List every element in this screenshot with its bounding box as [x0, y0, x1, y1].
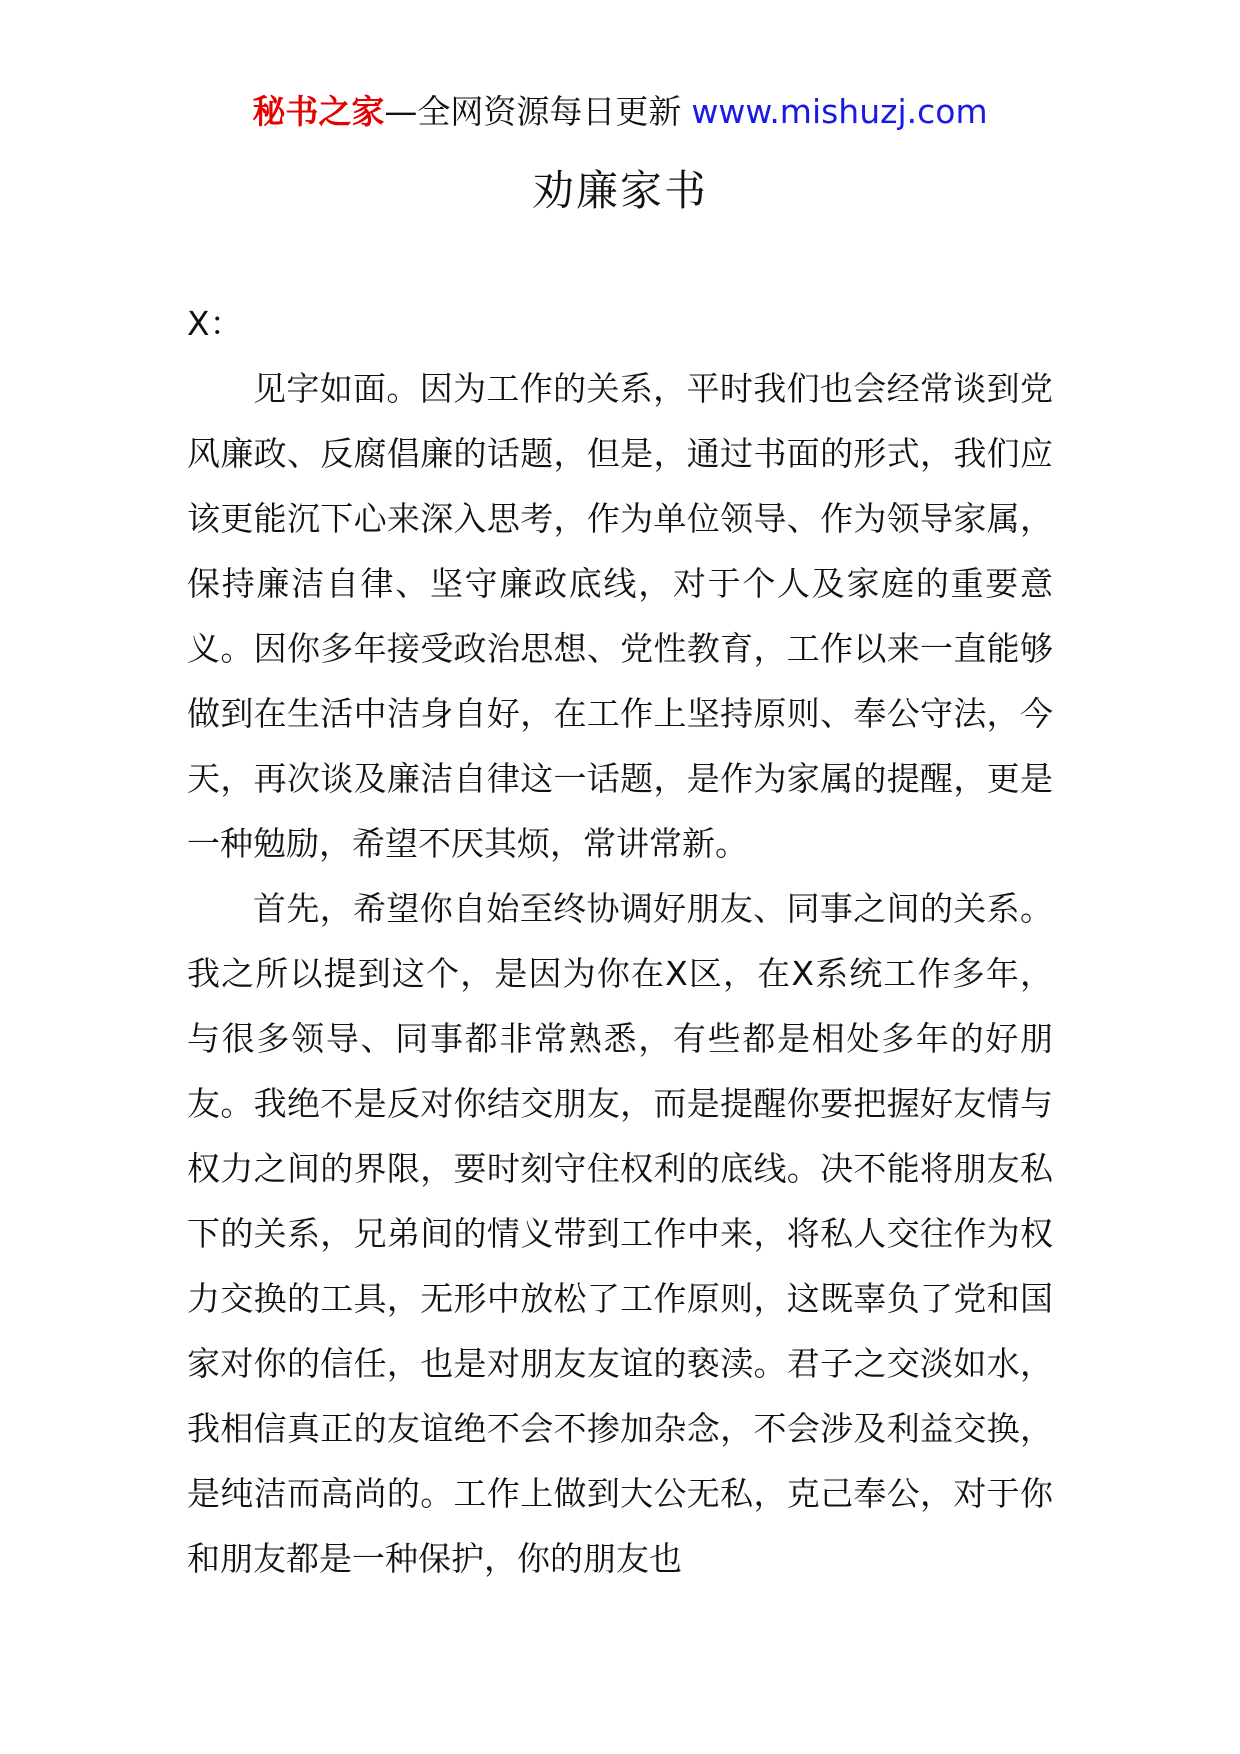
site-header — [0, 92, 1240, 132]
document-body — [187, 291, 1053, 1591]
salutation: X： — [187, 304, 243, 343]
header-tagline: —全网资源每日更新 — [384, 92, 682, 131]
body-paragraph-2: 首先，希望你自始至终协调好朋友、同事之间的关系。我之所以提到这个，是因为你在X区，在X系统工作多年，与很多领导、同事都非常熟悉，有些都是相处多年的好朋友。我绝不是反对你结交朋友，而是提醒你要把握好友情与权力之间的界限，要时刻守住权利的底线。决不能将朋友私下的关系，兄弟间的情义带到工作中来，将私人交往作为权力交换的工具，无形中放松了工作原则，这既辜负了党和国家对你的信任，也是对朋友友谊的亵渎。君子之交淡如水，我相信真正的友谊绝不会不掺加杂念，不会涉及利益交换，是纯洁而高尚的。工作上做到大公无私，克己奉公，对于你和朋友都是一种保护，你的朋友也 — [187, 889, 1053, 1578]
document-title: 劝廉家书 — [531, 166, 708, 215]
body-paragraph-1: 见字如面。因为工作的关系，平时我们也会经常谈到党风廉政、反腐倡廉的话题，但是，通过书面的形式，我们应该更能沉下心来深入思考，作为单位领导、作为领导家属，保持廉洁自律、坚守廉政底线，对于个人及家庭的重要意义。因你多年接受政治思想、党性教育，工作以来一直能够做到在生活中洁身自好，在工作上坚持原则、奉公守法，今天，再次谈及廉洁自律这一话题，是作为家属的提醒，更是一种勉励，希望不厌其烦，常讲常新。 — [187, 369, 1053, 863]
site-url-link[interactable]: www.mishuzj.com — [691, 92, 988, 131]
brand-name: 秘书之家 — [252, 92, 385, 131]
